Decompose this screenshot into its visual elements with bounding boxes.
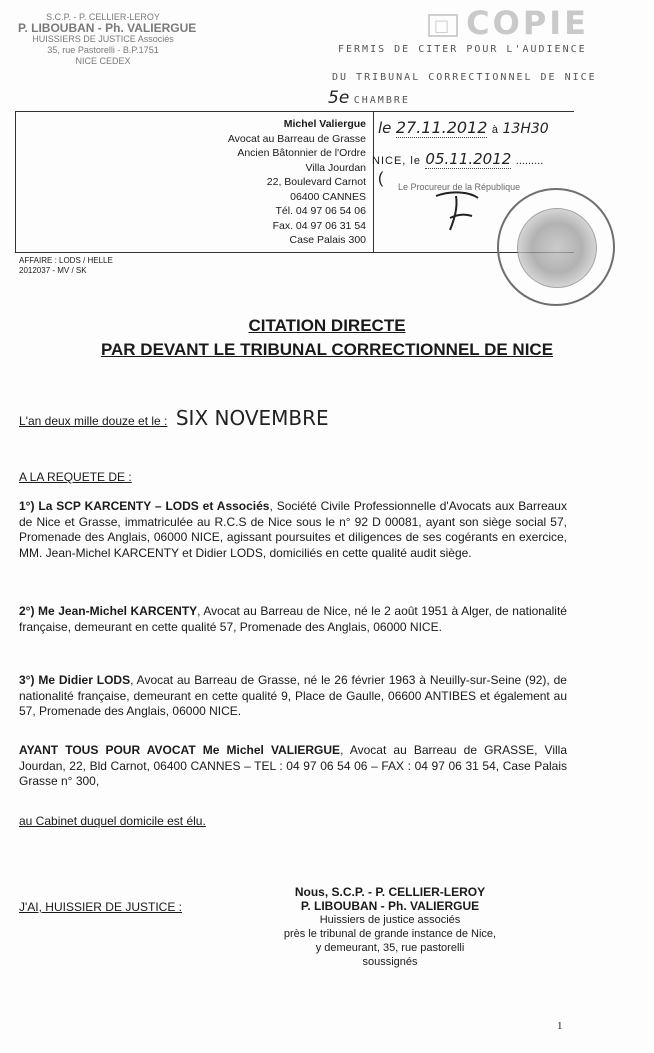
- hearing-date-hand: 27.11.2012: [395, 118, 488, 137]
- bailiff-signature-block: [270, 885, 510, 969]
- lawyer-fax: Fax. 04 97 06 31 54: [272, 219, 366, 232]
- nice-date-hand: 05.11.2012: [425, 150, 512, 168]
- nice-le: NICE, le: [372, 155, 421, 167]
- signature-line-1: Nous, S.C.P. - P. CELLIER-LEROY: [294, 885, 486, 899]
- lawyer-line-2: Ancien Bâtonnier de l'Ordre: [237, 147, 366, 159]
- signature-line-3: Huissiers de justice associés: [319, 914, 461, 926]
- lawyer-line-5: 06400 CANNES: [290, 190, 366, 203]
- p2-name: Me Jean-Michel KARCENTY: [38, 604, 198, 618]
- p4-bold: AYANT TOUS POUR AVOCAT Me Michel VALIERGUE: [19, 743, 341, 757]
- stamp-line-4: 35, rue Pastorelli - B.P.1751: [47, 45, 159, 55]
- header-permis: FERMIS DE CITER POUR L'AUDIENCE: [338, 44, 587, 55]
- lawyer-name: Michel Valiergue: [283, 118, 366, 130]
- lawyer-case: Case Palais 300: [289, 234, 366, 246]
- copie-stamp: □ COPIE: [428, 4, 589, 42]
- copie-stamp-box-icon: □: [428, 14, 458, 37]
- tribunal-seal-icon: [497, 188, 615, 306]
- year-date-hand: SIX NOVEMBRE: [175, 406, 329, 430]
- huissier-label: J'AI, HUISSIER DE JUSTICE :: [19, 900, 182, 914]
- paragraph-2: [19, 604, 567, 635]
- lawyer-line-1: Avocat au Barreau de Grasse: [227, 132, 366, 145]
- p1-num: 1°): [19, 499, 35, 513]
- stamp-line-5: NICE CEDEX: [75, 56, 131, 66]
- p3-num: 3°): [19, 673, 35, 687]
- stamp-line-3: HUISSIERS DE JUSTICE Associés: [32, 34, 174, 44]
- signature-line-6: soussignés: [362, 956, 418, 968]
- stamp-line-2: P. LIBOUBAN - Ph. VALIERGUE: [18, 21, 197, 35]
- p3-name: Me Didier LODS: [38, 673, 131, 687]
- p2-text: , Avocat au Barreau de Nice, né le 2 août 1951 à Alger, de nationalité française, demeurant en cette qualité 57, Promenade des Anglais, 06000 NICE.: [19, 604, 567, 634]
- signature-line-2: P. LIBOUBAN - Ph. VALIERGUE: [300, 899, 480, 913]
- p3-text: , Avocat au Barreau de Grasse, né le 26 février 1963 à Neuilly-sur-Seine (92), de nationalité française, demeurant en cette qualité 9, Place de Gaulle, 06600 ANTIBES et également au 57, Promenade des Anglais, 06000 NICE.: [19, 673, 567, 718]
- signature-line-4: près le tribunal de grande instance de Nice,: [283, 928, 497, 940]
- bailiff-stamp-top-left: [18, 12, 197, 67]
- paragraph-1: [19, 499, 567, 561]
- p1-text: , Société Civile Professionnelle d'Avocats aux Barreaux de Nice et Grasse, immatriculée au R.C.S de Nice sous le n° 92 D 00081, ayant son siège social 57, Promenade des Anglais, 06000 NICE, agissant poursuites et diligences de ses cogérants en exercice, MM. Jean-Michel KARCENTY et Didier LODS, domiciliés en cette qualité audit siège.: [19, 499, 567, 560]
- header-tribunal: DU TRIBUNAL CORRECTIONNEL DE NICE: [332, 72, 597, 83]
- affaire-reference: [19, 256, 113, 276]
- hearing-date-line: [378, 118, 549, 138]
- year-line: [19, 406, 329, 430]
- signature-line-5: y demeurant, 35, rue pastorelli: [315, 942, 465, 954]
- bracket-mark-icon: (: [378, 170, 384, 187]
- lawyer-address: [166, 117, 366, 248]
- requete-label: A LA REQUETE DE :: [19, 470, 132, 484]
- hearing-a: à: [491, 124, 499, 136]
- box-divider: [373, 112, 374, 252]
- paragraph-4: [19, 743, 567, 790]
- lawyer-line-3: Villa Jourdan: [305, 161, 366, 174]
- hearing-le: le: [378, 119, 392, 137]
- page-number: 1: [557, 1020, 563, 1032]
- chambre-number-hand: 5e: [328, 88, 350, 108]
- header-chambre: [328, 88, 410, 108]
- year-label: L'an deux mille douze et le :: [19, 414, 168, 428]
- nice-date-line: NICE, le 05.11.2012 .........: [372, 150, 544, 168]
- title-citation: CITATION DIRECTE: [248, 316, 406, 335]
- hearing-time-hand: 13H30: [502, 121, 549, 137]
- p4-text: , Avocat au Barreau de GRASSE, Villa Jourdan, 22, Bld Carnot, 06400 CANNES – TEL : 04 97 06 54 06 – FAX : 04 97 06 31 54, Case Palais Grasse n° 300,: [19, 743, 567, 788]
- paragraph-3: [19, 673, 567, 720]
- lawyer-line-4: 22, Boulevard Carnot: [266, 176, 366, 188]
- stamp-line-1: S.C.P. - P. CELLIER-LEROY: [46, 12, 160, 22]
- chambre-label: CHAMBRE: [353, 95, 410, 106]
- lawyer-tel: Tél. 04 97 06 54 06: [275, 205, 366, 217]
- procureur-signature-icon: [432, 188, 484, 234]
- p1-name: La SCP KARCENTY – LODS et Associés: [38, 499, 270, 513]
- affaire-line-1: AFFAIRE : LODS / HELLE: [19, 256, 113, 265]
- procureur-label: Le Procureur de la République: [398, 182, 521, 192]
- p2-num: 2°): [19, 604, 35, 618]
- title-tribunal: PAR DEVANT LE TRIBUNAL CORRECTIONNEL DE NICE: [100, 340, 554, 359]
- domicile-line: au Cabinet duquel domicile est élu.: [19, 814, 206, 828]
- affaire-line-2: 2012037 - MV / SK: [19, 266, 87, 275]
